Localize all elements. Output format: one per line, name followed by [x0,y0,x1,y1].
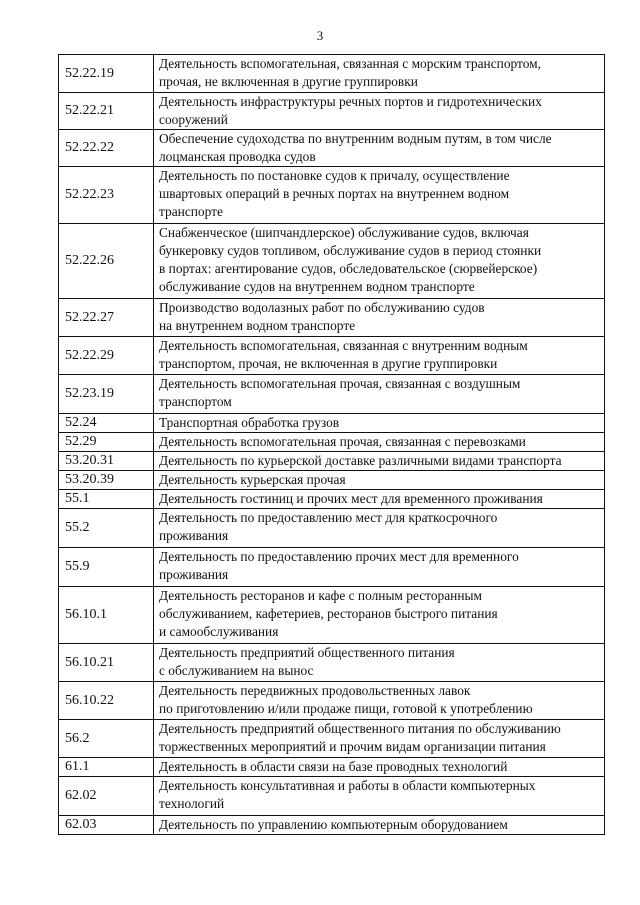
table-row [59,55,605,93]
activity-code: 56.10.1 [59,587,154,644]
table-row [59,93,605,130]
activity-code: 53.20.39 [59,471,154,490]
activity-description: Деятельность по постановке судов к причалу, осуществление швартовых операций в речных портах на внутреннем водном транспорте [154,167,605,224]
activity-description: Деятельность в области связи на базе проводных технологий [154,758,605,777]
table-row [59,130,605,167]
table-row [59,299,605,337]
activity-description: Деятельность по управлению компьютерным оборудованием [154,816,605,835]
activity-description: Деятельность вспомогательная, связанная с морским транспортом, прочая, не включенная в другие группировки [154,55,605,93]
activity-description: Деятельность по предоставлению мест для краткосрочного проживания [154,509,605,548]
activity-description: Транспортная обработка грузов [154,414,605,433]
table-row [59,644,605,682]
activity-description: Деятельность по курьерской доставке различными видами транспорта [154,452,605,471]
table-row [59,471,605,490]
activity-description: Деятельность предприятий общественного питания по обслуживанию торжественных мероприятий и прочим видам организации питания [154,720,605,758]
table-row [59,167,605,224]
activity-description: Деятельность по предоставлению прочих мест для временного проживания [154,548,605,587]
activity-code: 55.2 [59,509,154,548]
activity-code: 52.22.27 [59,299,154,337]
activity-code: 61.1 [59,758,154,777]
activity-description: Деятельность вспомогательная прочая, связанная с воздушным транспортом [154,375,605,414]
table-row [59,490,605,509]
table-row [59,509,605,548]
table-row [59,337,605,375]
activity-description: Деятельность гостиниц и прочих мест для временного проживания [154,490,605,509]
activity-code: 62.03 [59,816,154,835]
activity-description: Деятельность предприятий общественного питания с обслуживанием на вынос [154,644,605,682]
table-row [59,682,605,720]
activity-description: Обеспечение судоходства по внутренним водным путям, в том числе лоцманская проводка судов [154,130,605,167]
activity-code: 55.1 [59,490,154,509]
table-row [59,375,605,414]
activity-description: Деятельность вспомогательная прочая, связанная с перевозками [154,433,605,452]
activity-description: Деятельность передвижных продовольственных лавок по приготовлению и/или продаже пищи, готовой к употреблению [154,682,605,720]
activity-code: 56.2 [59,720,154,758]
activity-code: 52.22.26 [59,224,154,299]
activity-code: 52.23.19 [59,375,154,414]
activity-description: Производство водолазных работ по обслуживанию судов на внутреннем водном транспорте [154,299,605,337]
table-row [59,587,605,644]
activity-code: 52.22.23 [59,167,154,224]
table-row [59,433,605,452]
activity-code: 52.29 [59,433,154,452]
table-row [59,224,605,299]
activity-code: 52.22.21 [59,93,154,130]
activity-code: 52.22.22 [59,130,154,167]
activity-code: 62.02 [59,777,154,816]
activity-code: 55.9 [59,548,154,587]
page-number: 3 [316,28,324,43]
okved-table [58,54,605,835]
table-row [59,720,605,758]
table-row [59,816,605,835]
activity-code: 56.10.21 [59,644,154,682]
activity-code: 52.24 [59,414,154,433]
table-row [59,548,605,587]
table-row [59,777,605,816]
activity-code: 56.10.22 [59,682,154,720]
activity-code: 53.20.31 [59,452,154,471]
activity-description: Деятельность ресторанов и кафе с полным ресторанным обслуживанием, кафетериев, ресторанов быстрого питания и самообслуживания [154,587,605,644]
activity-description: Деятельность инфраструктуры речных портов и гидротехнических сооружений [154,93,605,130]
activity-code: 52.22.29 [59,337,154,375]
activity-description: Деятельность консультативная и работы в области компьютерных технологий [154,777,605,816]
activity-description: Деятельность вспомогательная, связанная с внутренним водным транспортом, прочая, не включенная в другие группировки [154,337,605,375]
activity-description: Деятельность курьерская прочая [154,471,605,490]
table-row [59,758,605,777]
table-row [59,414,605,433]
activity-code: 52.22.19 [59,55,154,93]
activity-description: Снабженческое (шипчандлерское) обслуживание судов, включая бункеровку судов топливом, обслуживание судов в период стоянки в портах: агентирование судов, обследовательское (сюрвейерское) обслуживание судов на внутреннем водном транспорте [154,224,605,299]
table-row [59,452,605,471]
